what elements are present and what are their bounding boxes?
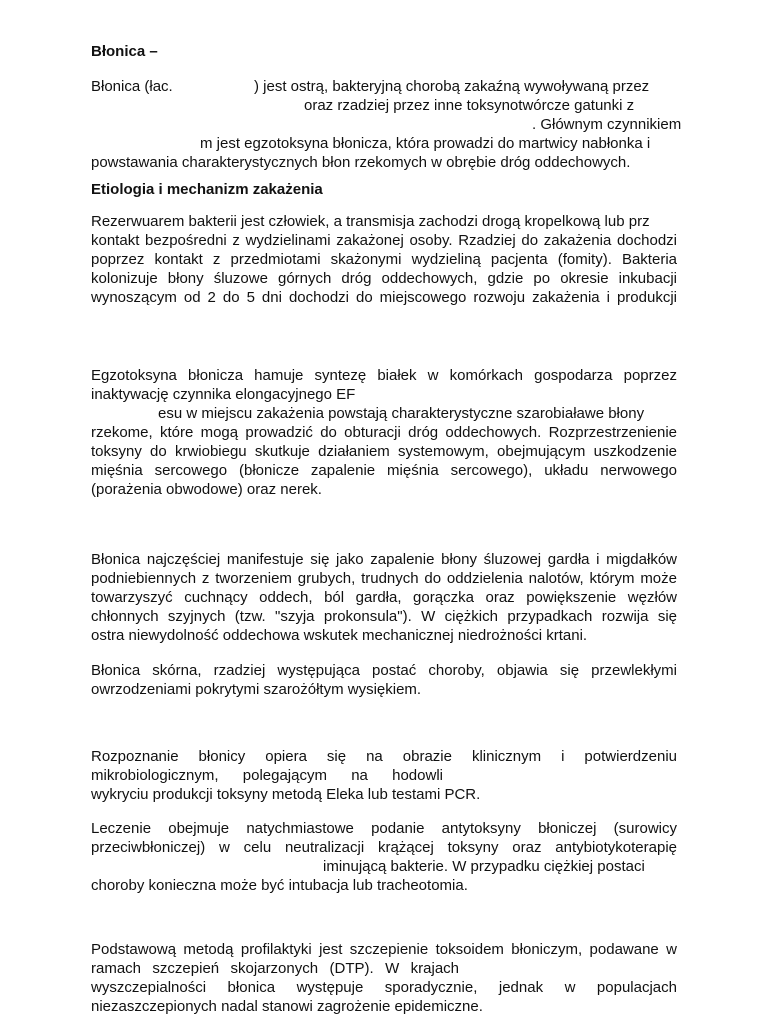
intro-line-1-end: ) jest ostrą, bakteryjną chorobą zakaźną wywoływaną przez [254, 78, 650, 95]
prevention-line-3: wyszczepialności błonica występuje sporadycznie, jednak w populacjach [91, 979, 677, 996]
document-title: Błonica – [91, 43, 158, 60]
skin-line-1: Błonica skórna, rzadziej występująca postać choroby, objawia się przewlekłymi [91, 662, 677, 679]
treatment-line-2: przeciwbłoniczej) w celu neutralizacji krążącej toksyny oraz antybiotykoterapię [91, 839, 677, 856]
etiology-line-2: kontakt bezpośredni z wydzielinami zakażonej osoby. Rzadziej do zakażenia dochodzi [91, 232, 677, 249]
toxin-line-3: esu w miejscu zakażenia powstają charakterystyczne szarobiaławe błony [158, 405, 645, 422]
section-heading: Etiologia i mechanizm zakażenia [91, 181, 323, 198]
etiology-line-4: kolonizuje błony śluzowe górnych dróg oddechowych, gdzie po okresie inkubacji [91, 270, 677, 287]
etiology-line-3: poprzez kontakt z przedmiotami skażonymi wydzieliną pacjenta (fomity). Bakteria [91, 251, 677, 268]
diagnosis-line-3: wykryciu produkcji toksyny metodą Eleka lub testami PCR. [91, 786, 481, 803]
prevention-line-2: ramach szczepień skojarzonych (DTP). W krajach [91, 960, 459, 977]
intro-line-2: oraz rzadziej przez inne toksynotwórcze gatunki z [304, 97, 635, 114]
toxin-line-1: Egzotoksyna błonicza hamuje syntezę białek w komórkach gospodarza poprzez [91, 367, 677, 384]
symptoms-line-4: chłonnych szyjnych (tzw. "szyja prokonsula"). W ciężkich przypadkach rozwija się [91, 608, 677, 625]
prevention-line-1: Podstawową metodą profilaktyki jest szczepienie toksoidem błoniczym, podawane w [91, 941, 677, 958]
toxin-line-5: toksyny do krwiobiegu skutkuje działaniem systemowym, obejmującym uszkodzenie [91, 443, 677, 460]
prevention-line-4: niezaszczepionych nadal stanowi zagrożenie epidemiczne. [91, 998, 483, 1015]
diagnosis-line-2: mikrobiologicznym, polegającym na hodowli [91, 767, 443, 784]
symptoms-line-3: towarzyszyć cuchnący oddech, ból gardła, gorączka oraz powiększenie węzłów [91, 589, 677, 606]
treatment-line-4: choroby konieczna może być intubacja lub tracheotomia. [91, 877, 468, 894]
symptoms-line-1: Błonica najczęściej manifestuje się jako zapalenie błony śluzowej gardła i migdałków [91, 551, 677, 568]
toxin-line-7: (porażenia obwodowe) oraz nerek. [91, 481, 322, 498]
treatment-line-3: iminującą bakterie. W przypadku ciężkiej postaci [323, 858, 645, 875]
diagnosis-line-1: Rozpoznanie błonicy opiera się na obrazie klinicznym i potwierdzeniu [91, 748, 677, 765]
symptoms-line-5: ostra niewydolność oddechowa wskutek mechanicznej niedrożności krtani. [91, 627, 588, 644]
intro-line-5: powstawania charakterystycznych błon rzekomych w obrębie dróg oddechowych. [91, 154, 631, 171]
toxin-line-6: mięśnia sercowego (błonicze zapalenie mięśnia sercowego), układu nerwowego [91, 462, 677, 479]
etiology-line-1: Rezerwuarem bakterii jest człowiek, a transmisja zachodzi drogą kropelkową lub prz [91, 213, 650, 230]
skin-line-2: owrzodzeniami pokrytymi szarożółtym wysiękiem. [91, 681, 422, 698]
toxin-line-4: rzekome, które mogą prowadzić do obturacji dróg oddechowych. Rozprzestrzenienie [91, 424, 677, 441]
etiology-line-5: wynoszącym od 2 do 5 dni dochodzi do miejscowego rozwoju zakażenia i produkcji [91, 289, 677, 306]
intro-line-1-start: Błonica (łac. [91, 78, 173, 95]
intro-line-3: . Głównym czynnikiem [532, 116, 682, 133]
intro-line-4: m jest egzotoksyna błonicza, która prowadzi do martwicy nabłonka i [200, 135, 651, 152]
toxin-line-2: inaktywację czynnika elongacyjnego EF [91, 386, 356, 403]
treatment-line-1: Leczenie obejmuje natychmiastowe podanie antytoksyny błoniczej (surowicy [91, 820, 677, 837]
symptoms-line-2: podniebiennych z tworzeniem grubych, trudnych do oddzielenia nalotów, którym może [91, 570, 677, 587]
